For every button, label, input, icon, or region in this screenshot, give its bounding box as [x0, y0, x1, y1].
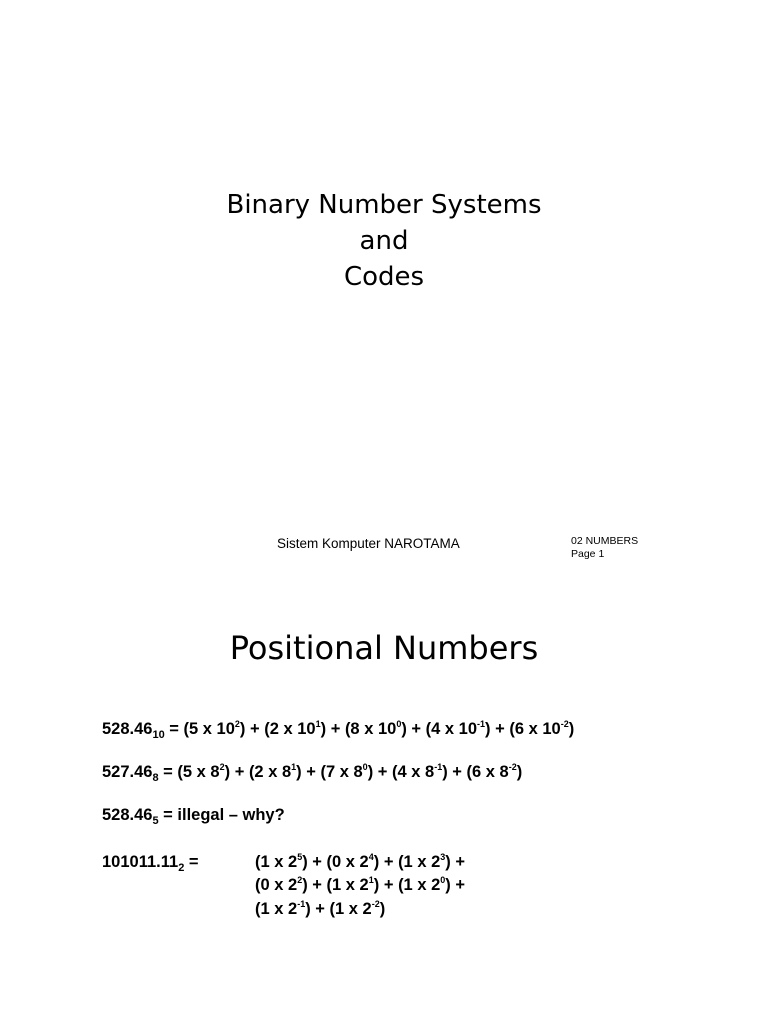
exponent: 2: [219, 762, 225, 772]
base: 2: [178, 862, 185, 874]
exponent: 0: [396, 719, 402, 729]
number: 527.46: [102, 763, 153, 781]
illegal-text: = illegal – why?: [158, 806, 285, 824]
exponent: 2: [297, 875, 303, 885]
exponent: 0: [440, 875, 446, 885]
title-line-3: Codes: [343, 262, 425, 292]
base: 10: [152, 729, 165, 741]
title-line-1: Binary Number Systems: [226, 190, 542, 220]
binary-expansion-row-1: (1 x $2^5) + (0$ x $2^4) + (1$ x $2^3$) +: [255, 852, 466, 871]
exponent: -2: [371, 899, 380, 909]
exponent: 5: [297, 852, 303, 862]
equals: =: [158, 763, 178, 781]
title-line-2: and: [359, 226, 409, 256]
equals: =: [184, 853, 199, 871]
number: 528.46: [102, 806, 153, 824]
exponent: 2: [234, 719, 240, 729]
number: 528.46: [102, 720, 153, 738]
footer-section: 02 NUMBERS: [571, 535, 639, 547]
base: 5: [152, 815, 159, 827]
exponent: -1: [434, 762, 443, 772]
exponent: -1: [477, 719, 486, 729]
exponent: 1: [368, 875, 374, 885]
exponent: -2: [508, 762, 517, 772]
equation-decimal: [102, 718, 574, 740]
exponent: 1: [315, 719, 321, 729]
terms: (5 x $10^2) + (2$ x $10^1) + (8$ x $10^0) + (4$ x $10^{-1}) + (6$ x $10^{-2}$): [183, 719, 575, 738]
equation-base5: [102, 804, 285, 826]
equation-binary: [102, 851, 199, 873]
binary-expansion-row-3: (1 x $2^{-1}) + (1$ x $2^{-2}$): [255, 899, 386, 918]
exponent: -2: [560, 719, 569, 729]
exponent: 3: [440, 852, 446, 862]
terms: (5 x $8^2) + (2$ x $8^1) + (7$ x $8^0) + (4$ x $8^{-1}) + (6$ x $8^{-2}$): [177, 762, 523, 781]
base: 8: [152, 772, 159, 784]
exponent: -1: [297, 899, 306, 909]
exponent: 4: [368, 852, 374, 862]
equation-octal: [102, 761, 522, 783]
footer-page-number: Page 1: [571, 548, 605, 560]
exponent: 1: [291, 762, 297, 772]
exponent: 0: [362, 762, 368, 772]
page-heading: Positional Numbers: [229, 629, 539, 667]
number: 101011.11: [102, 853, 179, 871]
footer-course: Sistem Komputer NAROTAMA: [277, 536, 460, 551]
footer-page-info: [571, 535, 638, 561]
equals: =: [164, 720, 184, 738]
binary-expansion-row-2: (0 x $2^2) + (1$ x $2^1) + (1$ x $2^0$) +: [255, 875, 466, 894]
